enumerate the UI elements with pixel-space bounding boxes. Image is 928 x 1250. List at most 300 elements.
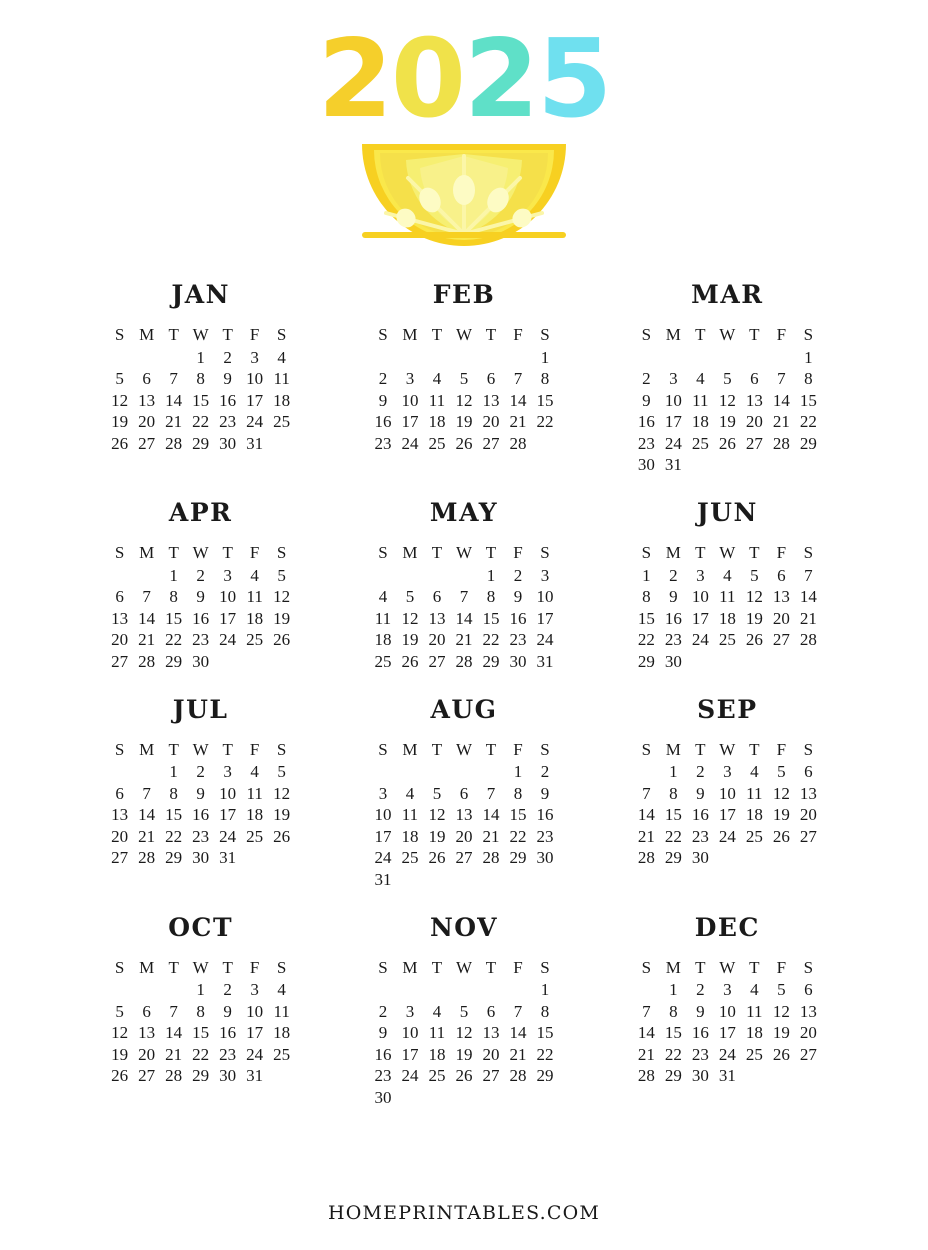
day-cell-empty [106, 347, 133, 369]
weekday-header-6: S [803, 325, 814, 344]
day-cell: 28 [637, 1066, 655, 1086]
day-cell: 18 [745, 1023, 763, 1043]
month-name: FEB [432, 280, 496, 309]
footer-brand: HOMEPRINTABLES.COM [327, 1202, 601, 1224]
day-cell-empty [133, 762, 160, 784]
day-cell: 16 [192, 608, 210, 628]
day-cell: 18 [273, 390, 291, 410]
day-cell: 25 [246, 630, 264, 650]
weekday-header-1: M [139, 325, 155, 344]
day-cell: 31 [246, 433, 264, 453]
day-cell: 29 [192, 1066, 210, 1086]
day-cell: 12 [455, 1023, 473, 1043]
day-cell: 15 [664, 1023, 682, 1043]
day-cell: 7 [142, 783, 151, 803]
day-cell: 5 [115, 1001, 124, 1021]
day-cell: 18 [428, 412, 446, 432]
day-cell: 7 [642, 1001, 651, 1021]
month-table [106, 541, 295, 673]
day-cell: 2 [513, 565, 523, 585]
day-cell: 17 [401, 1044, 419, 1064]
day-cell: 25 [428, 433, 446, 453]
day-cell: 15 [192, 390, 210, 410]
day-cell: 9 [696, 783, 705, 803]
month-jan [69, 280, 332, 476]
day-cell-empty [369, 762, 396, 784]
day-cell: 19 [273, 805, 291, 825]
weekday-header-6: S [540, 739, 550, 759]
day-cell: 14 [138, 805, 156, 825]
weekday-header-row [633, 738, 822, 762]
day-cell: 5 [459, 369, 469, 389]
day-cell: 7 [459, 587, 469, 607]
day-cell: 9 [378, 390, 388, 410]
week-row [106, 762, 295, 784]
day-cell: 21 [455, 630, 473, 650]
day-cell: 19 [745, 608, 763, 628]
weekday-header-1: M [402, 543, 418, 562]
day-cell: 12 [273, 587, 291, 607]
weekday-header-0: S [114, 325, 125, 344]
day-cell: 31 [219, 848, 237, 868]
day-cell: 9 [540, 783, 550, 803]
weekday-header-4: T [749, 325, 760, 344]
weekday-header-6: S [803, 543, 814, 562]
week-row [633, 412, 822, 434]
week-row [106, 1001, 295, 1023]
day-cell: 22 [482, 630, 500, 650]
week-row [369, 1023, 558, 1045]
day-cell: 11 [273, 369, 290, 389]
day-cell: 20 [111, 826, 129, 846]
day-cell: 18 [691, 412, 709, 432]
day-cell-empty [214, 651, 241, 673]
day-cell: 22 [664, 1044, 682, 1064]
day-cell: 26 [273, 826, 291, 846]
day-cell-empty [423, 762, 450, 784]
day-cell: 14 [138, 608, 156, 628]
day-cell: 17 [718, 1023, 736, 1043]
day-cell: 31 [536, 651, 554, 671]
weekday-header-1: M [665, 543, 681, 562]
weekday-header-0: S [114, 739, 125, 759]
weekday-header-0: S [378, 325, 388, 344]
day-cell: 29 [165, 848, 183, 868]
day-cell: 8 [540, 1001, 550, 1021]
day-cell: 13 [482, 390, 500, 410]
day-cell: 6 [777, 565, 786, 585]
day-cell: 12 [455, 390, 473, 410]
week-row [369, 412, 558, 434]
weekday-header-5: F [513, 957, 523, 977]
day-cell: 29 [192, 433, 210, 453]
week-row [633, 565, 822, 587]
day-cell: 2 [378, 369, 388, 389]
day-cell: 20 [111, 630, 129, 650]
weekday-header-0: S [378, 543, 388, 562]
month-may [332, 498, 595, 673]
day-cell: 17 [664, 412, 682, 432]
day-cell: 26 [455, 433, 473, 453]
weekday-header-2: T [431, 543, 443, 562]
day-cell: 31 [718, 1066, 736, 1086]
day-cell: 8 [196, 369, 205, 389]
day-cell-empty [477, 762, 504, 784]
day-cell-empty [450, 565, 477, 587]
day-cell-empty [241, 848, 268, 870]
day-cell: 2 [669, 565, 678, 585]
day-cell: 28 [772, 433, 790, 453]
day-cell: 6 [432, 587, 442, 607]
month-dec [596, 913, 859, 1109]
day-cell-empty [531, 869, 558, 891]
week-row [369, 608, 558, 630]
weekday-header-5: F [249, 543, 260, 562]
day-cell: 19 [111, 1044, 129, 1064]
day-cell: 3 [540, 565, 550, 585]
day-cell: 28 [165, 433, 183, 453]
day-cell: 2 [540, 762, 550, 782]
month-feb [332, 280, 595, 476]
day-cell: 20 [772, 608, 790, 628]
weekday-header-4: T [485, 739, 497, 759]
day-cell: 3 [250, 980, 259, 1000]
weekday-header-5: F [249, 739, 260, 759]
weekday-header-0: S [114, 957, 125, 977]
weekday-header-1: M [139, 543, 155, 562]
day-cell: 1 [540, 980, 550, 1000]
day-cell: 19 [428, 826, 446, 846]
week-row [633, 1023, 822, 1045]
month-name: OCT [168, 912, 234, 942]
weekday-header-1: M [665, 957, 681, 977]
day-cell-empty [633, 980, 660, 1002]
week-row [633, 651, 822, 673]
day-cell: 5 [277, 565, 286, 585]
week-row [633, 455, 822, 477]
year-digit-0: 2 [317, 17, 391, 142]
day-cell: 2 [196, 565, 205, 585]
day-cell-empty [450, 869, 477, 891]
day-cell: 27 [482, 1066, 500, 1086]
day-cell: 28 [165, 1066, 183, 1086]
day-cell: 7 [513, 1001, 523, 1021]
day-cell: 27 [455, 848, 473, 868]
week-row [106, 433, 295, 455]
day-cell: 30 [536, 848, 554, 868]
weekday-header-4: T [222, 739, 233, 759]
day-cell: 23 [691, 1044, 709, 1064]
day-cell-empty [633, 762, 660, 784]
day-cell: 16 [192, 805, 210, 825]
day-cell: 18 [273, 1023, 291, 1043]
lemon-slice-icon [354, 138, 574, 256]
week-row [106, 848, 295, 870]
weekday-header-1: M [139, 957, 155, 977]
year-title [317, 17, 611, 142]
months-grid [69, 280, 859, 1109]
day-cell: 25 [691, 433, 709, 453]
day-cell: 23 [664, 630, 682, 650]
day-cell: 25 [745, 1044, 763, 1064]
day-cell: 31 [664, 455, 682, 475]
month-aug [332, 695, 595, 891]
day-cell: 21 [772, 412, 790, 432]
day-cell-empty [133, 565, 160, 587]
day-cell: 23 [536, 826, 554, 846]
day-cell: 29 [165, 651, 183, 671]
day-cell: 6 [804, 762, 813, 782]
week-row [106, 565, 295, 587]
weekday-header-1: M [402, 325, 418, 344]
day-cell: 1 [196, 980, 205, 1000]
day-cell: 17 [246, 390, 264, 410]
day-cell-empty [396, 565, 423, 587]
month-oct [69, 913, 332, 1109]
day-cell: 21 [165, 1044, 183, 1064]
day-cell: 14 [509, 1023, 527, 1043]
day-cell-empty [768, 848, 795, 870]
day-cell: 28 [138, 848, 156, 868]
day-cell: 4 [723, 565, 732, 585]
day-cell-empty [768, 455, 795, 477]
week-row [369, 1087, 558, 1109]
year-digit-2: 2 [464, 17, 538, 142]
weekday-header-2: T [168, 325, 179, 344]
day-cell: 7 [804, 565, 813, 585]
day-cell: 8 [540, 369, 550, 389]
day-cell-empty [450, 762, 477, 784]
day-cell: 10 [219, 783, 237, 803]
day-cell: 17 [718, 805, 736, 825]
day-cell: 20 [138, 1044, 156, 1064]
day-cell: 13 [428, 608, 446, 628]
day-cell: 20 [138, 412, 156, 432]
day-cell-empty [633, 347, 660, 369]
day-cell: 24 [219, 630, 237, 650]
day-cell: 24 [401, 1066, 419, 1086]
day-cell: 24 [374, 848, 392, 868]
day-cell: 13 [138, 1023, 156, 1043]
week-row [106, 1066, 295, 1088]
day-cell: 21 [165, 412, 183, 432]
month-table [633, 738, 822, 870]
day-cell: 5 [405, 587, 415, 607]
day-cell: 30 [691, 1066, 709, 1086]
weekday-header-4: T [222, 325, 233, 344]
day-cell-empty [768, 651, 795, 673]
weekday-header-5: F [776, 957, 787, 977]
weekday-header-3: W [719, 739, 736, 759]
day-cell: 17 [401, 412, 419, 432]
weekday-header-0: S [378, 739, 388, 759]
day-cell: 23 [219, 1044, 237, 1064]
day-cell: 12 [111, 1023, 129, 1043]
day-cell: 30 [219, 433, 237, 453]
day-cell-empty [741, 347, 768, 369]
day-cell: 27 [111, 651, 129, 671]
day-cell-empty [795, 848, 822, 870]
day-cell: 16 [691, 1023, 709, 1043]
day-cell-empty [106, 980, 133, 1002]
day-cell: 2 [378, 1001, 388, 1021]
day-cell: 2 [696, 762, 705, 782]
day-cell-empty [450, 980, 477, 1002]
weekday-header-0: S [641, 543, 652, 562]
weekday-header-4: T [222, 957, 233, 977]
week-row [369, 1066, 558, 1088]
weekday-header-2: T [695, 325, 706, 344]
week-row [106, 980, 295, 1002]
day-cell: 21 [799, 608, 817, 628]
day-cell: 10 [401, 390, 419, 410]
day-cell: 20 [799, 1023, 817, 1043]
day-cell: 18 [401, 826, 419, 846]
week-row [633, 347, 822, 369]
weekday-header-6: S [803, 957, 814, 977]
day-cell: 14 [482, 805, 500, 825]
week-row [633, 630, 822, 652]
day-cell: 3 [405, 369, 415, 389]
week-row [369, 1044, 558, 1066]
weekday-header-1: M [402, 739, 418, 759]
day-cell: 17 [219, 805, 237, 825]
weekday-header-3: W [719, 543, 736, 562]
weekday-header-3: W [455, 739, 472, 759]
weekday-header-row [633, 956, 822, 980]
day-cell: 3 [696, 565, 705, 585]
day-cell-empty [477, 980, 504, 1002]
day-cell: 26 [401, 651, 419, 671]
day-cell: 1 [513, 762, 523, 782]
month-name: MAY [429, 498, 499, 527]
day-cell: 3 [378, 783, 388, 803]
day-cell: 25 [745, 826, 763, 846]
week-row [106, 587, 295, 609]
day-cell-empty [504, 347, 531, 369]
day-cell: 11 [692, 390, 709, 410]
month-table [369, 541, 558, 673]
day-cell: 9 [696, 1001, 705, 1021]
month-name: JUN [696, 498, 758, 527]
day-cell: 13 [799, 783, 817, 803]
day-cell: 8 [642, 587, 651, 607]
day-cell: 10 [246, 1001, 264, 1021]
day-cell: 28 [637, 848, 655, 868]
weekday-header-0: S [378, 957, 388, 977]
day-cell: 1 [169, 762, 178, 782]
weekday-header-4: T [749, 739, 760, 759]
day-cell: 11 [246, 783, 263, 803]
day-cell: 12 [428, 805, 446, 825]
day-cell: 1 [540, 347, 550, 367]
day-cell: 11 [246, 587, 263, 607]
day-cell: 16 [374, 1044, 392, 1064]
day-cell: 3 [723, 762, 732, 782]
page-header [317, 17, 611, 256]
day-cell: 4 [750, 762, 759, 782]
day-cell: 27 [799, 826, 817, 846]
month-name: DEC [694, 912, 760, 942]
day-cell: 23 [637, 433, 655, 453]
day-cell: 27 [745, 433, 763, 453]
day-cell: 4 [432, 1001, 442, 1021]
day-cell: 26 [772, 826, 790, 846]
week-row [106, 651, 295, 673]
day-cell: 16 [664, 608, 682, 628]
day-cell: 26 [111, 433, 129, 453]
day-cell: 2 [223, 347, 232, 367]
day-cell-empty [714, 651, 741, 673]
day-cell: 11 [719, 587, 736, 607]
day-cell-empty [531, 1087, 558, 1109]
day-cell: 6 [486, 1001, 496, 1021]
day-cell: 30 [664, 651, 682, 671]
weekday-header-6: S [540, 957, 550, 977]
day-cell: 8 [669, 783, 678, 803]
day-cell: 11 [428, 390, 446, 410]
day-cell: 9 [513, 587, 523, 607]
weekday-header-row [369, 323, 558, 347]
day-cell: 18 [374, 630, 392, 650]
week-row [633, 608, 822, 630]
day-cell: 1 [169, 565, 178, 585]
weekday-header-0: S [641, 325, 652, 344]
day-cell: 4 [405, 783, 415, 803]
day-cell: 20 [455, 826, 473, 846]
day-cell: 18 [428, 1044, 446, 1064]
day-cell: 30 [192, 651, 210, 671]
day-cell: 4 [250, 565, 259, 585]
weekday-header-4: T [749, 957, 760, 977]
day-cell-empty [714, 455, 741, 477]
weekday-header-row [106, 956, 295, 980]
day-cell: 14 [799, 587, 817, 607]
day-cell: 20 [482, 412, 500, 432]
day-cell-empty [531, 433, 558, 455]
day-cell: 4 [696, 369, 705, 389]
month-table [106, 323, 295, 455]
day-cell: 27 [138, 1066, 156, 1086]
day-cell: 19 [772, 805, 790, 825]
day-cell: 15 [165, 805, 183, 825]
day-cell-empty [477, 1087, 504, 1109]
day-cell-empty [741, 455, 768, 477]
week-row [106, 1044, 295, 1066]
day-cell: 6 [142, 369, 151, 389]
day-cell: 23 [374, 1066, 392, 1086]
day-cell: 22 [192, 412, 210, 432]
day-cell: 17 [691, 608, 709, 628]
day-cell: 4 [378, 587, 388, 607]
week-row [633, 783, 822, 805]
day-cell: 5 [115, 369, 124, 389]
day-cell: 16 [637, 412, 655, 432]
week-row [369, 869, 558, 891]
day-cell: 15 [637, 608, 655, 628]
day-cell: 13 [745, 390, 763, 410]
day-cell-empty [369, 347, 396, 369]
day-cell-empty [687, 347, 714, 369]
day-cell: 2 [696, 980, 705, 1000]
day-cell: 3 [405, 1001, 415, 1021]
week-row [633, 1044, 822, 1066]
day-cell: 19 [455, 1044, 473, 1064]
weekday-header-5: F [513, 543, 523, 562]
day-cell: 3 [669, 369, 678, 389]
day-cell: 16 [219, 390, 237, 410]
day-cell: 30 [509, 651, 527, 671]
